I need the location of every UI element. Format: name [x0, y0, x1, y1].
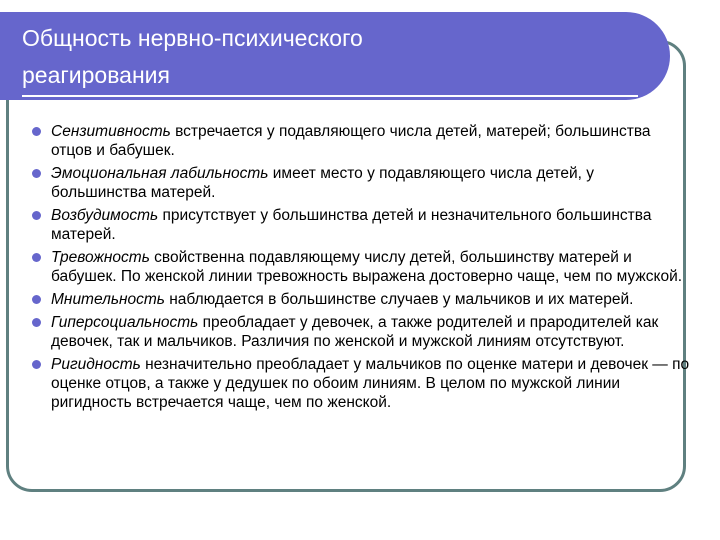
list-item [32, 313, 692, 351]
list-item [32, 290, 692, 309]
title-line-2: реагирования [22, 62, 170, 88]
item-text: встречается у подавляющего числа детей, матерей; большинства отцов и бабушек. [51, 123, 651, 159]
list-item [32, 122, 692, 160]
bullet-icon [32, 318, 41, 327]
term-label: Возбудимость [51, 207, 159, 224]
term-label: Сензитивность [51, 123, 171, 140]
title-line-1: Общность нервно-психического [22, 25, 363, 51]
term-label: Тревожность [51, 249, 150, 266]
item-text: наблюдается в большинстве случаев у мальчиков и их матерей. [164, 291, 634, 308]
list-item [32, 164, 692, 202]
item-text: незначительно преобладает у мальчиков по оценке матери и девочек — по оценке отцов, а также у дедушек по обоим линиям. В целом по мужской линии ригидность встречается чаще, чем по женской. [51, 356, 690, 411]
bullet-icon [32, 360, 41, 369]
slide-title [22, 20, 622, 94]
item-text: свойственна подавляющему числу детей, большинству матерей и бабушек. По женской линии тревожность выражена достоверно чаще, чем по мужской. [51, 249, 683, 285]
item-text: преобладает у девочек, а также родителей и прародителей как девочек, так и мальчиков. Различия по женской и мужской линиям отсутствуют. [51, 314, 659, 350]
bullet-list [32, 122, 692, 416]
bullet-icon [32, 253, 41, 262]
title-underline [22, 95, 638, 97]
term-label: Мнительность [51, 291, 165, 308]
item-text: имеет место у подавляющего числа детей, у большинства матерей. [51, 165, 595, 201]
bullet-icon [32, 127, 41, 136]
list-item [32, 206, 692, 244]
list-item [32, 355, 692, 412]
bullet-icon [32, 169, 41, 178]
item-text: присутствует у большинства детей и незначительного большинства матерей. [51, 207, 652, 243]
list-item [32, 248, 692, 286]
term-label: Ригидность [51, 356, 141, 373]
term-label: Эмоциональная лабильность [51, 165, 269, 182]
bullet-icon [32, 295, 41, 304]
bullet-icon [32, 211, 41, 220]
term-label: Гиперсоциальность [51, 314, 199, 331]
